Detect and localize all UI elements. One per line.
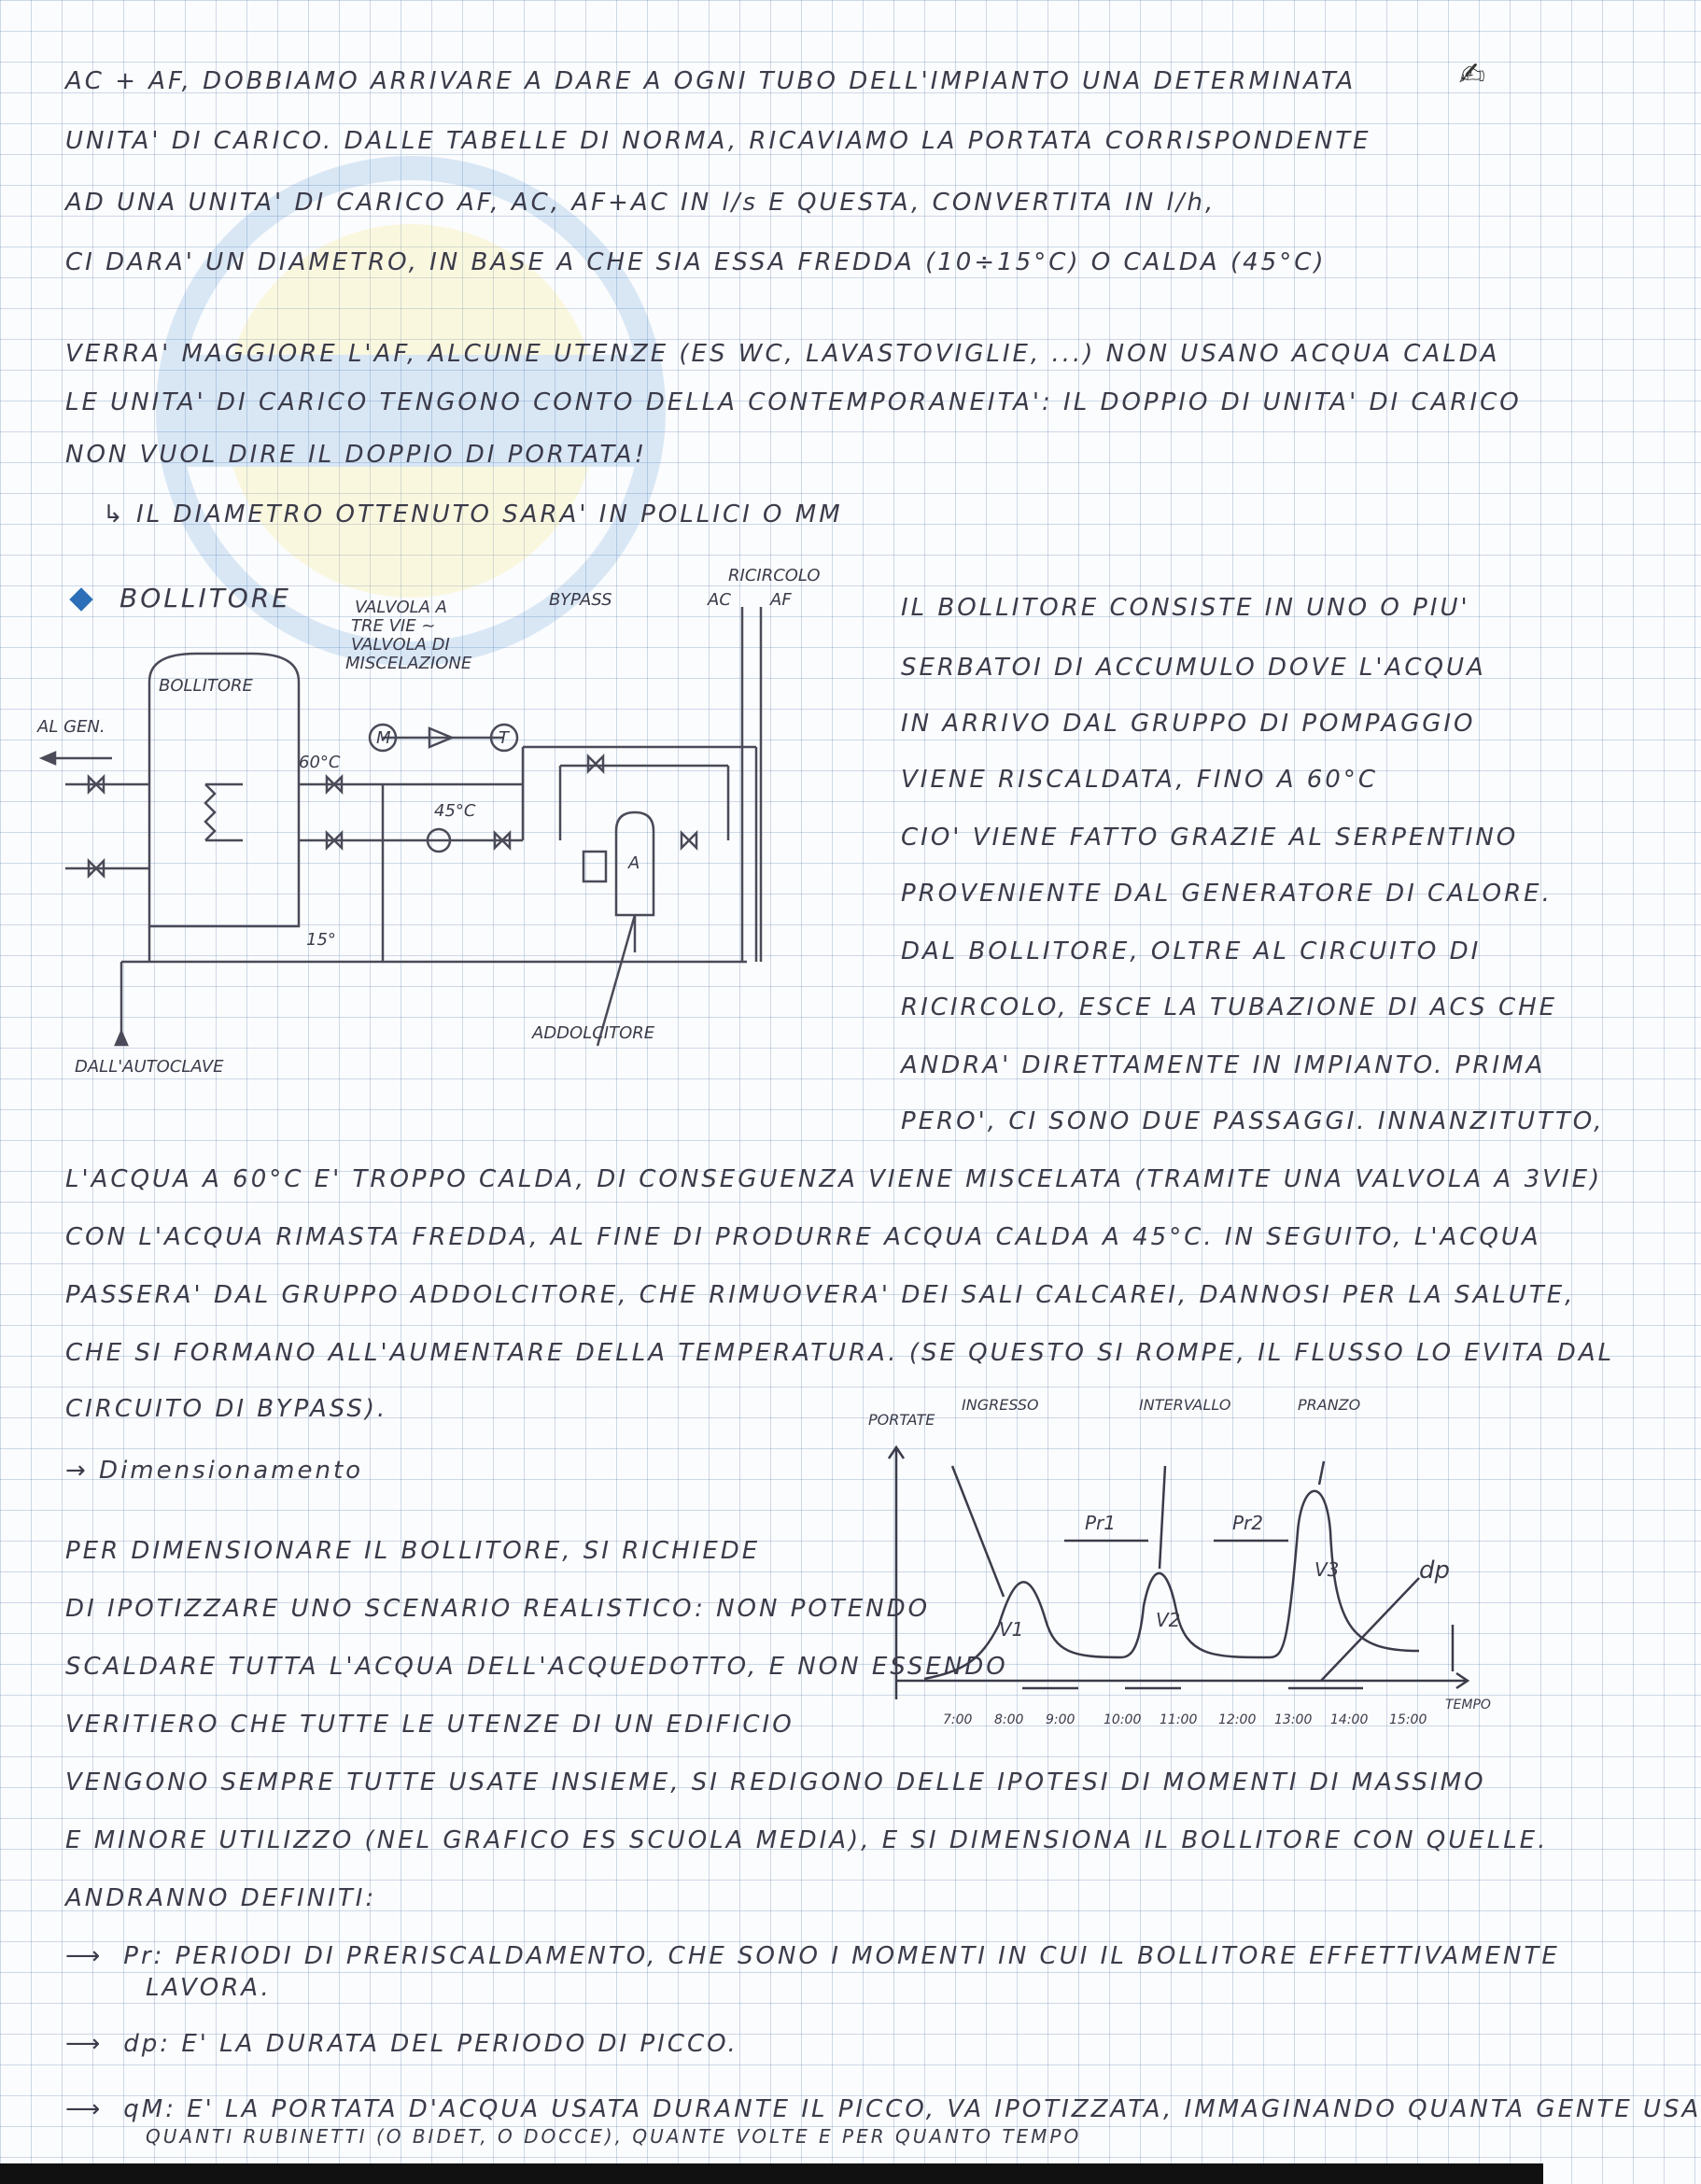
right-line: DAL BOLLITORE, OLTRE AL CIRCUITO DI [901, 937, 1482, 965]
tick-label: 11:00 [1160, 1712, 1198, 1727]
bottom-bar [0, 2163, 1543, 2184]
intro-line: ↳ IL DIAMETRO OTTENUTO SARA' IN POLLICI O MM [103, 500, 843, 528]
middle-line: CIRCUITO DI BYPASS). [65, 1395, 388, 1423]
right-line: VIENE RISCALDATA, FINO A 60°C [901, 766, 1378, 794]
tick-label: 7:00 [943, 1712, 973, 1727]
right-line: IL BOLLITORE CONSISTE IN UNO O PIU' [901, 594, 1470, 622]
label-t15: 15° [306, 930, 336, 950]
definition-pr: ⟶ Pr: PERIODI DI PRERISCALDAMENTO, CHE SONO I MOMENTI IN CUI IL BOLLITORE EFFETTIVAMENTE [65, 1942, 1484, 1970]
chart-label-pr1: Pr1 [1085, 1512, 1117, 1534]
tick-label: 13:00 [1274, 1712, 1313, 1727]
ingresso-pointer [952, 1466, 1004, 1597]
label-m: M [376, 728, 391, 748]
right-line: IN ARRIVO DAL GRUPPO DI POMPAGGIO [901, 710, 1476, 738]
label-valvola-3: VALVOLA DI [351, 635, 450, 655]
label-ricircolo: RICIRCOLO [728, 566, 821, 585]
middle-line: CHE SI FORMANO ALL'AUMENTARE DELLA TEMPERATURA. (SE QUESTO SI ROMPE, IL FLUSSO LO EVITA DAL [65, 1339, 1615, 1367]
label-dallautoclave: DALL'AUTOCLAVE [75, 1057, 224, 1077]
intro-line: UNITA' DI CARICO. DALLE TABELLE DI NORMA, RICAVIAMO LA PORTATA CORRISPONDENTE [65, 127, 1371, 155]
label-t60: 60°C [299, 753, 341, 772]
label-ac: AC [708, 590, 731, 610]
intro-line: AC + AF, DOBBIAMO ARRIVARE A DARE A OGNI TUBO DELL'IMPIANTO UNA DETERMINATA [65, 67, 1357, 95]
definition-qm: ⟶ qM: E' LA PORTATA D'ACQUA USATA DURANTE IL PICCO, VA IPOTIZZATA, IMMAGINANDO QUANTA GENTE USA [65, 2095, 1484, 2123]
tick-label: 15:00 [1389, 1712, 1427, 1727]
definition-pr-cont: LAVORA. [146, 1974, 272, 2002]
chart-label-portate: PORTATE [868, 1411, 935, 1429]
dim-line: VERITIERO CHE TUTTE LE UTENZE DI UN EDIFICIO [65, 1711, 794, 1739]
intro-line: AD UNA UNITA' DI CARICO AF, AC, AF+AC IN l/s E QUESTA, CONVERTITA IN l/h, [65, 189, 1216, 217]
label-valvola-4: MISCELAZIONE [345, 654, 472, 673]
dim-line: DI IPOTIZZARE UNO SCENARIO REALISTICO: NON POTENDO [65, 1595, 931, 1623]
tick-label: 14:00 [1330, 1712, 1369, 1727]
chart-label-intervallo: INTERVALLO [1139, 1396, 1231, 1414]
chart-label-pr2: Pr2 [1232, 1512, 1264, 1534]
chart-label-v2: V2 [1156, 1609, 1181, 1631]
right-line: PROVENIENTE DAL GENERATORE DI CALORE. [901, 880, 1553, 908]
tick-label: 12:00 [1218, 1712, 1257, 1727]
section-title: BOLLITORE [119, 583, 291, 613]
right-line: PERO', CI SONO DUE PASSAGGI. INNANZITUTTO, [901, 1107, 1605, 1135]
label-bollitore: BOLLITORE [159, 676, 253, 696]
portate-tempo-sketch [859, 1391, 1494, 1746]
dp-pointer [1321, 1578, 1419, 1681]
chart-label-v3: V3 [1314, 1558, 1340, 1581]
middle-line: L'ACQUA A 60°C E' TROPPO CALDA, DI CONSEGUENZA VIENE MISCELATA (TRAMITE UNA VALVOLA A 3VIE) [65, 1165, 1603, 1193]
tail-line: E MINORE UTILIZZO (NEL GRAFICO ES SCUOLA MEDIA), E SI DIMENSIONA IL BOLLITORE CON QUELLE. [65, 1826, 1549, 1854]
pranzo-pointer [1319, 1461, 1324, 1485]
tick-label: 8:00 [994, 1712, 1024, 1727]
intro-line: NON VUOL DIRE IL DOPPIO DI PORTATA! [65, 441, 648, 469]
dim-line: PER DIMENSIONARE IL BOLLITORE, SI RICHIEDE [65, 1537, 761, 1565]
right-line: RICIRCOLO, ESCE LA TUBAZIONE DI ACS CHE [901, 993, 1558, 1022]
tick-label: 9:00 [1046, 1712, 1075, 1727]
middle-line: PASSERA' DAL GRUPPO ADDOLCITORE, CHE RIMUOVERA' DEI SALI CALCAREI, DANNOSI PER LA SALUTE, [65, 1281, 1576, 1309]
right-line: ANDRA' DIRETTAMENTE IN IMPIANTO. PRIMA [901, 1051, 1546, 1079]
intro-line: LE UNITA' DI CARICO TENGONO CONTO DELLA CONTEMPORANEITA': IL DOPPIO DI UNITA' DI CARICO [65, 388, 1522, 416]
dim-line: SCALDARE TUTTA L'ACQUA DELL'ACQUEDOTTO, E NON ESSENDO [65, 1653, 1008, 1681]
tail-line: ANDRANNO DEFINITI: [65, 1884, 377, 1912]
right-line: SERBATOI DI ACCUMULO DOVE L'ACQUA [901, 654, 1486, 682]
corner-mark: ✍ [1458, 56, 1485, 93]
middle-line: CON L'ACQUA RIMASTA FREDDA, AL FINE DI PRODURRE ACQUA CALDA A 45°C. IN SEGUITO, L'ACQUA [65, 1223, 1541, 1251]
label-bypass: BYPASS [549, 590, 612, 610]
label-al-gen: AL GEN. [37, 717, 105, 737]
label-t: T [499, 728, 509, 748]
intervallo-pointer [1160, 1466, 1165, 1569]
definition-qm-cont: QUANTI RUBINETTI (O BIDET, O DOCCE), QUANTE VOLTE E PER QUANTO TEMPO [146, 2125, 1082, 2148]
chart-label-v1: V1 [999, 1618, 1024, 1641]
label-addolcitore: ADDOLCITORE [532, 1023, 655, 1043]
label-a: A [628, 853, 640, 873]
label-t45: 45°C [434, 801, 476, 821]
tick-label: 10:00 [1104, 1712, 1142, 1727]
chart-label-pranzo: PRANZO [1298, 1396, 1361, 1414]
chart-label-tempo: TEMPO [1445, 1698, 1491, 1712]
right-line: CIO' VIENE FATTO GRAZIE AL SERPENTINO [901, 824, 1519, 852]
intro-line: CI DARA' UN DIAMETRO, IN BASE A CHE SIA ESSA FREDDA (10÷15°C) O CALDA (45°C) [65, 248, 1327, 276]
definition-dp: ⟶ dp: E' LA DURATA DEL PERIODO DI PICCO. [65, 2030, 1484, 2058]
tail-line: VENGONO SEMPRE TUTTE USATE INSIEME, SI REDIGONO DELLE IPOTESI DI MOMENTI DI MASSIMO [65, 1768, 1486, 1797]
chart-label-ingresso: INGRESSO [962, 1396, 1039, 1414]
dimensionamento-heading: → Dimensionamento [65, 1457, 364, 1485]
intro-line: VERRA' MAGGIORE L'AF, ALCUNE UTENZE (ES WC, LAVASTOVIGLIE, ...) NON USANO ACQUA CALDA [65, 340, 1500, 368]
label-valvola-2: TRE VIE ~ [351, 616, 436, 636]
label-af: AF [770, 590, 792, 610]
bollitore-scheme [37, 560, 878, 1083]
coil [205, 784, 243, 840]
label-valvola-1: VALVOLA A [355, 598, 447, 617]
chart-label-dp: dp [1419, 1557, 1451, 1585]
